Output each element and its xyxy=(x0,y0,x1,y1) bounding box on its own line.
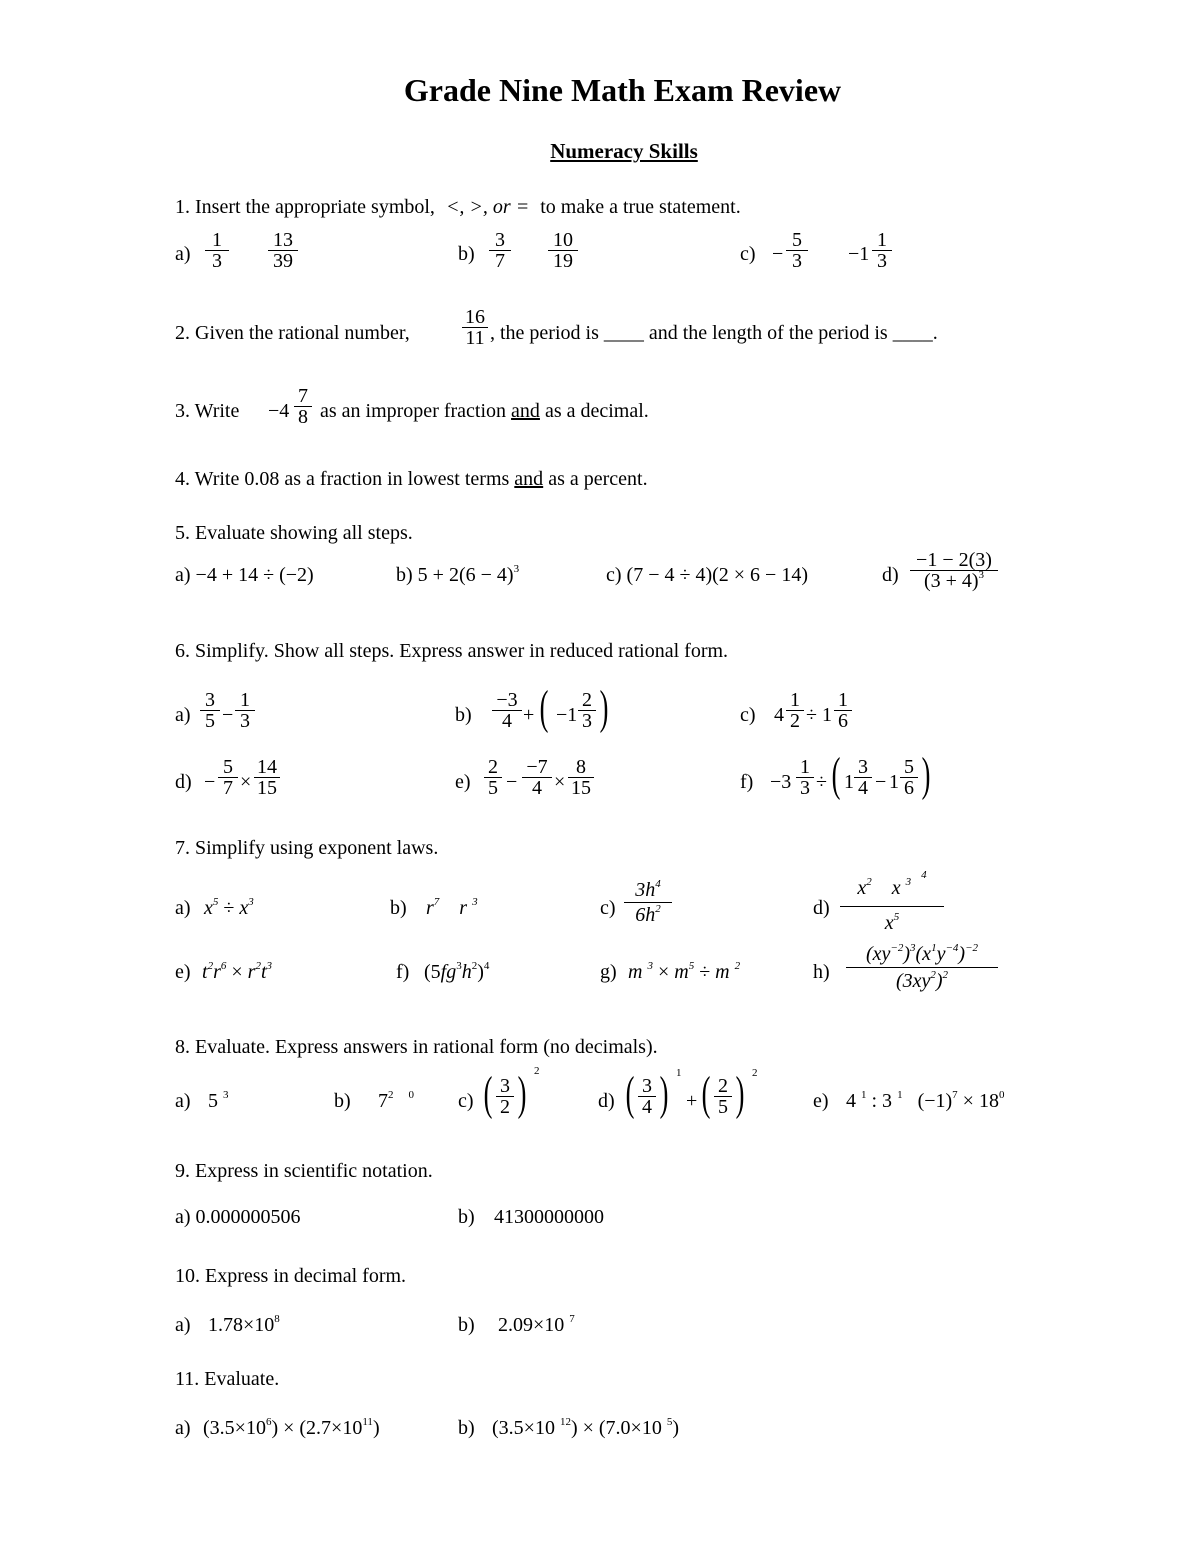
q8d-exp-2: 2 xyxy=(752,1067,758,1079)
q11a-expression: $(3.5\times 10^6) \times (2.7\times 10^{11})$ xyxy=(203,1416,380,1439)
q8d-left-paren-2: ( xyxy=(701,1067,711,1120)
q6e-fraction-1 xyxy=(484,757,502,798)
q9b-label: b) xyxy=(458,1206,475,1228)
q8d-right-paren-1: ) xyxy=(659,1067,669,1120)
q8d-fraction-1 xyxy=(638,1076,656,1117)
q10b-label: b) xyxy=(458,1314,475,1336)
q6f-d1: 3 xyxy=(800,777,810,799)
q6f-d3: 6 xyxy=(904,777,914,799)
q1a-label: a) xyxy=(175,243,191,265)
q7e-expression: $t^2r^6 \times r^2t^3$ xyxy=(202,960,272,983)
q7c-den: 6h xyxy=(635,904,656,926)
q6f-right-paren: ) xyxy=(921,748,931,801)
q6f-whole-3: 1 xyxy=(889,771,899,793)
q1b-num1: 3 xyxy=(495,229,505,251)
q6b-fraction-1 xyxy=(492,690,522,731)
q8d-left-paren-1: ( xyxy=(625,1067,635,1120)
q6f-fraction-1 xyxy=(796,757,814,798)
q6e-n2: −7 xyxy=(526,756,548,778)
q2-num: 16 xyxy=(465,306,485,328)
q8b-base: 7 xyxy=(378,1090,388,1112)
q1-symbols: <, >, or = xyxy=(445,196,530,218)
q7h-den-exp2: 2 xyxy=(942,969,949,981)
q6f-whole-2: 1 xyxy=(844,771,854,793)
q6a-n1: 3 xyxy=(205,689,215,711)
q10b-expression xyxy=(498,1315,575,1335)
q6e-op-2: × xyxy=(554,771,566,793)
q5c-expression: c) (7 − 4 ÷ 4)(2 × 6 − 14) xyxy=(606,564,808,586)
q3-num: 7 xyxy=(298,385,308,407)
q6e-d3: 15 xyxy=(571,777,591,799)
q1-prompt xyxy=(175,197,741,217)
q1c-den1: 3 xyxy=(792,250,802,272)
q10a-exp: 8 xyxy=(274,1313,280,1325)
q1a-num2: 13 xyxy=(273,229,293,251)
q6e-n1: 2 xyxy=(488,756,498,778)
q7c-num: 3h xyxy=(635,879,656,901)
q6f-left-paren: ( xyxy=(831,748,841,801)
q8c-num: 3 xyxy=(500,1075,510,1097)
q8d-d2: 5 xyxy=(718,1096,728,1118)
q4-and: and xyxy=(514,468,544,490)
q8e-exp4: 0 xyxy=(998,1089,1005,1101)
q1c-whole: −1 xyxy=(848,243,870,265)
q5b-label: b) xyxy=(396,564,413,586)
q8d-right-paren-2: ) xyxy=(735,1067,745,1120)
q11b-label: b) xyxy=(458,1417,475,1439)
q6e-n3: 8 xyxy=(576,756,586,778)
q1b-num2: 10 xyxy=(553,229,573,251)
q2-den: 11 xyxy=(465,327,485,349)
q7h-den: (3xy xyxy=(895,970,931,992)
q5b-expr: 5 + 2(6 − 4) xyxy=(417,564,514,586)
q8e-text2: (−1) xyxy=(917,1090,953,1112)
q8d-n1: 3 xyxy=(642,1075,652,1097)
q8a-expression xyxy=(208,1091,229,1111)
q3-suffix: as a decimal. xyxy=(544,400,649,422)
q5b-exp: 3 xyxy=(513,563,520,575)
q6a-label: a) xyxy=(175,704,191,726)
q8e-text3: × 18 xyxy=(962,1090,999,1112)
q7-prompt: 7. Simplify using exponent laws. xyxy=(175,837,439,859)
q6f-d2: 4 xyxy=(858,777,868,799)
q8b-exp1: 2 xyxy=(388,1089,394,1101)
q6b-n1: −3 xyxy=(496,689,518,711)
q1a-num1: 1 xyxy=(212,229,222,251)
q10a-expression xyxy=(208,1315,280,1335)
q6d-fraction-2 xyxy=(254,757,280,798)
q7a-label: a) xyxy=(175,897,191,919)
q7b-expression: $r^7$ r $^3$ xyxy=(426,896,478,919)
q8e-exp1: 1 xyxy=(861,1089,867,1101)
q6f-whole-1: −3 xyxy=(770,771,792,793)
q10a-label: a) xyxy=(175,1314,191,1336)
q6a-fraction-2 xyxy=(235,690,255,731)
q8d-fraction-2 xyxy=(714,1076,732,1117)
q8a-exp: 3 xyxy=(223,1089,229,1101)
q7f-label: f) xyxy=(396,961,410,983)
q6d-fraction-1 xyxy=(218,757,238,798)
q7a-expression: $x^5 \div x^3$ xyxy=(204,896,254,919)
q1a-den1: 3 xyxy=(212,250,222,272)
q1b-label: b) xyxy=(458,243,475,265)
q6c-d1: 2 xyxy=(790,710,800,732)
q5d-fraction xyxy=(910,550,998,591)
q6d-d2: 15 xyxy=(257,777,277,799)
q5-prompt: 5. Evaluate showing all steps. xyxy=(175,522,413,544)
q1c-sign: − xyxy=(772,243,784,265)
q9b-value: 41300000000 xyxy=(494,1206,604,1228)
q3-and: and xyxy=(511,400,540,422)
q10b-exp: 7 xyxy=(569,1313,575,1325)
q8e-expression xyxy=(846,1091,1004,1111)
q6f-op: ÷ xyxy=(816,771,827,793)
page-title: Grade Nine Math Exam Review xyxy=(403,72,842,108)
q6c-fraction-2 xyxy=(834,690,852,731)
q7h-fraction: $\frac{(xy^{-2})^3(x^1y^{-4})^{-2}}{(3xy^2)^2}$ xyxy=(846,944,998,991)
q6c-op: ÷ xyxy=(806,704,817,726)
q6c-d2: 6 xyxy=(838,710,848,732)
q5d-den: (3 + 4) xyxy=(923,570,979,592)
q7h-label: h) xyxy=(813,961,830,983)
q11a-label: a) xyxy=(175,1417,191,1439)
q7d-den: x xyxy=(884,912,894,934)
q6b-label: b) xyxy=(455,704,472,726)
q1a-fraction-1 xyxy=(205,230,229,271)
q8c-exp: 2 xyxy=(534,1065,540,1077)
section-subtitle: Numeracy Skills xyxy=(550,139,698,163)
q5d-num: −1 − 2(3) xyxy=(916,549,992,571)
q2-fraction xyxy=(462,307,488,348)
q7d-fraction: $\frac{x^2 x ^3 ^4}{x^5}$ xyxy=(840,870,944,933)
q6b-right-paren: ) xyxy=(599,681,609,734)
q8d-d1: 4 xyxy=(642,1096,652,1118)
q1c-den2: 3 xyxy=(877,250,887,272)
q6d-d1: 7 xyxy=(223,777,233,799)
q4-text xyxy=(175,469,648,489)
q8c-den: 2 xyxy=(500,1096,510,1118)
q8e-exp3: 7 xyxy=(952,1089,958,1101)
q3-den: 8 xyxy=(298,406,308,428)
q6d-sign: − xyxy=(204,771,216,793)
q7f-expression: $(5fg^3h^2)^4$ xyxy=(424,960,490,983)
q3-whole: −4 xyxy=(268,400,290,422)
q6f-op-2: − xyxy=(875,771,887,793)
q8e-label: e) xyxy=(813,1090,829,1112)
q6f-fraction-2 xyxy=(854,757,872,798)
q8e-mid: : 3 xyxy=(871,1090,893,1112)
q7h-num: (xy xyxy=(865,943,891,965)
q5d-label: d) xyxy=(882,564,899,586)
q7c-den-exp: 2 xyxy=(655,903,661,915)
q7c-label: c) xyxy=(600,897,616,919)
q6-prompt: 6. Simplify. Show all steps. Express answer in reduced rational form. xyxy=(175,640,729,662)
q9a-value: a) 0.000000506 xyxy=(175,1206,301,1228)
q6a-n2: 1 xyxy=(240,689,250,711)
q6b-d2: 3 xyxy=(582,710,592,732)
q1a-fraction-2 xyxy=(268,230,298,271)
q8b-label: b) xyxy=(334,1090,351,1112)
q6e-d1: 5 xyxy=(488,777,498,799)
q6c-label: c) xyxy=(740,704,756,726)
q6a-expression xyxy=(200,690,220,731)
q6b-fraction-2 xyxy=(578,690,596,731)
q6f-n2: 3 xyxy=(858,756,868,778)
q6f-n1: 1 xyxy=(800,756,810,778)
q6d-label: d) xyxy=(175,771,192,793)
q11b-expression: (3.5×10 $^{12}$) × (7.0×10 $^5$) xyxy=(492,1416,680,1439)
q4-prefix: 4. Write 0.08 as a fraction in lowest terms xyxy=(175,468,510,490)
q1b-den1: 7 xyxy=(495,250,505,272)
q8b-expression xyxy=(378,1091,414,1111)
q8c-fraction xyxy=(496,1076,514,1117)
q6d-n2: 14 xyxy=(257,756,277,778)
q1b-fraction-1 xyxy=(489,230,511,271)
q6d-op: × xyxy=(240,771,252,793)
q6f-label: f) xyxy=(740,771,754,793)
q6a-op: − xyxy=(222,704,234,726)
q8d-n2: 2 xyxy=(718,1075,728,1097)
q6f-fraction-3 xyxy=(900,757,918,798)
q1-prompt-text: 1. Insert the appropriate symbol, xyxy=(175,196,435,218)
q5b-expression xyxy=(396,565,519,585)
q5d-den-exp: 3 xyxy=(978,569,985,581)
q6c-n1: 1 xyxy=(790,689,800,711)
q1-suffix: to make a true statement. xyxy=(540,196,741,218)
q8c-label: c) xyxy=(458,1090,474,1112)
q1c-num1: 5 xyxy=(792,229,802,251)
q6e-label: e) xyxy=(455,771,471,793)
q1b-fraction-2 xyxy=(548,230,578,271)
q1b-den2: 19 xyxy=(553,250,573,272)
q3-fraction xyxy=(294,386,312,427)
q7g-expression: m $^3 \times m^5 \div m$ $^2$ xyxy=(628,960,741,983)
q6c-whole-1: 4 xyxy=(774,704,784,726)
q5a-expression: a) −4 + 14 ÷ (−2) xyxy=(175,564,314,586)
q1c-fraction-2 xyxy=(872,230,892,271)
q8-prompt: 8. Evaluate. Express answers in rational form (no decimals). xyxy=(175,1036,658,1058)
q6b-op: + xyxy=(523,704,535,726)
q6c-n2: 1 xyxy=(838,689,848,711)
q7c-fraction xyxy=(624,880,672,925)
q6b-d1: 4 xyxy=(502,710,512,732)
q7d-label: d) xyxy=(813,897,830,919)
q8e-exp2: 1 xyxy=(897,1089,903,1101)
q7b-label: b) xyxy=(390,897,407,919)
q6e-d2: 4 xyxy=(532,777,542,799)
q1c-fraction-1 xyxy=(786,230,808,271)
q7h-den-exp1: 2 xyxy=(930,969,936,981)
q7e-label: e) xyxy=(175,961,191,983)
q6e-op-1: − xyxy=(506,771,518,793)
q7c-num-exp: 4 xyxy=(655,878,661,890)
q10b-val: 2.09×10 xyxy=(498,1314,565,1336)
q7d-den-exp: 5 xyxy=(893,911,900,923)
q8d-label: d) xyxy=(598,1090,615,1112)
q6a-d1: 5 xyxy=(205,710,215,732)
q8a-base: 5 xyxy=(208,1090,218,1112)
q3-text xyxy=(320,401,649,421)
q2-prefix: 2. Given the rational number, xyxy=(175,322,410,344)
q8c-right-paren: ) xyxy=(517,1067,527,1120)
q1c-label: c) xyxy=(740,243,756,265)
q8a-label: a) xyxy=(175,1090,191,1112)
q8d-op: + xyxy=(686,1090,698,1112)
q8e-text1: 4 xyxy=(846,1090,856,1112)
q8b-exp2: 0 xyxy=(408,1089,414,1101)
q6b-left-paren: ( xyxy=(539,681,549,734)
q6e-fraction-3 xyxy=(568,757,594,798)
q6f-n3: 5 xyxy=(904,756,914,778)
q8d-exp-1: 1 xyxy=(676,1067,682,1079)
q6e-fraction-2 xyxy=(522,757,552,798)
q3-prefix: 3. Write xyxy=(175,400,240,422)
q6d-n1: 5 xyxy=(223,756,233,778)
q1c-num2: 1 xyxy=(877,229,887,251)
q2-suffix: , the period is ____ and the length of the period is ____. xyxy=(490,322,938,344)
q4-suffix: as a percent. xyxy=(548,468,648,490)
q6c-fraction-1 xyxy=(786,690,804,731)
q6a-d2: 3 xyxy=(240,710,250,732)
q7g-label: g) xyxy=(600,961,617,983)
q10-prompt: 10. Express in decimal form. xyxy=(175,1265,407,1287)
q9-prompt: 9. Express in scientific notation. xyxy=(175,1160,433,1182)
q1a-den2: 39 xyxy=(273,250,293,272)
q6b-n2: 2 xyxy=(582,689,592,711)
q11-prompt: 11. Evaluate. xyxy=(175,1368,280,1390)
q6b-whole: −1 xyxy=(556,704,578,726)
q10a-val: 1.78×10 xyxy=(208,1314,275,1336)
q6c-whole-2: 1 xyxy=(822,704,832,726)
q3-mid: as an improper fraction xyxy=(320,400,507,422)
q8c-left-paren: ( xyxy=(483,1067,493,1120)
